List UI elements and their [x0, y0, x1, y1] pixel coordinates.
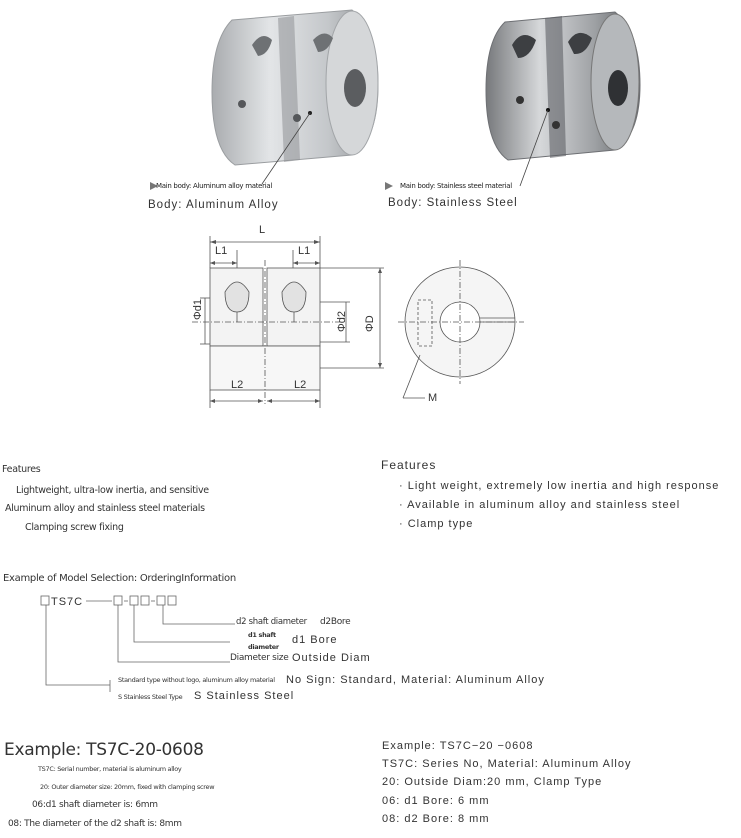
features-left-item: Clamping screw fixing — [25, 522, 124, 533]
stainless-tag: Main body: Stainless steel material — [400, 182, 512, 190]
dim-L: L — [259, 224, 266, 236]
example-right-line: 20: Outside Diam:20 mm, Clamp Type — [382, 776, 603, 788]
stainless-coupling-image — [385, 12, 640, 190]
model-diam-small: Diameter size — [230, 653, 289, 663]
features-left-title: Features — [2, 464, 41, 475]
model-d1-small-2: diameter — [248, 643, 279, 651]
aluminum-tag: Main body: Aluminum alloy material — [156, 182, 273, 190]
dim-d2: Φd2 — [336, 310, 348, 332]
model-d2-small: d2 shaft diameter — [236, 617, 307, 627]
dim-L1-left: L1 — [215, 245, 228, 257]
dim-d1: Φd1 — [192, 298, 204, 320]
features-right-item: · Clamp type — [399, 518, 474, 530]
model-diam-big: Outside Diam — [292, 652, 371, 664]
example-left-line: TS7C: Serial number, material is aluminum alloy — [38, 765, 182, 773]
model-std-small: Standard type without logo, aluminum alloy material — [118, 676, 275, 684]
dim-L2-left: L2 — [231, 379, 244, 391]
features-right-title: Features — [381, 458, 437, 472]
model-d1-small-1: d1 shaft — [248, 631, 276, 639]
features-right-item: · Light weight, extremely low inertia and high response — [399, 480, 720, 492]
model-d1-big: d1 Bore — [292, 634, 338, 646]
example-left-title: Example: TS7C-20-0608 — [4, 740, 204, 760]
example-right-line: TS7C: Series No, Material: Aluminum Alloy — [382, 758, 632, 770]
model-ss-small: S Stainless Steel Type — [118, 693, 183, 701]
model-ss-big: S Stainless Steel — [194, 690, 295, 702]
example-left-line: 20: Outer diameter size: 20mm, fixed with clamping screw — [40, 783, 215, 791]
dim-M: M — [428, 392, 438, 404]
dim-D: ΦD — [364, 315, 376, 332]
example-right-line: 08: d2 Bore: 8 mm — [382, 813, 490, 825]
stainless-label: Body: Stainless Steel — [388, 197, 518, 209]
aluminum-label: Body: Aluminum Alloy — [148, 199, 279, 211]
model-d2-big: d2Bore — [320, 617, 351, 627]
dim-L2-right: L2 — [294, 379, 307, 391]
example-left-line: 08: The diameter of the d2 shaft is: 8mm — [8, 819, 182, 829]
example-right-line: 06: d1 Bore: 6 mm — [382, 795, 490, 807]
dim-L1-right: L1 — [298, 245, 311, 257]
features-left-item: Aluminum alloy and stainless steel materials — [5, 503, 205, 514]
product-photos — [0, 0, 741, 220]
features-right-item: · Available in aluminum alloy and stainless steel — [399, 499, 681, 511]
features-left-item: Lightweight, ultra-low inertia, and sensitive — [16, 485, 209, 496]
model-heading: Example of Model Selection: OrderingInformation — [3, 573, 236, 584]
example-left-line: 06:d1 shaft diameter is: 6mm — [32, 800, 158, 810]
model-std-big: No Sign: Standard, Material: Aluminum Alloy — [286, 674, 545, 686]
example-right-line: Example: TS7C−20 −0608 — [382, 740, 534, 752]
model-code-prefix: TS7C — [51, 596, 84, 608]
aluminum-coupling-image — [150, 10, 378, 190]
